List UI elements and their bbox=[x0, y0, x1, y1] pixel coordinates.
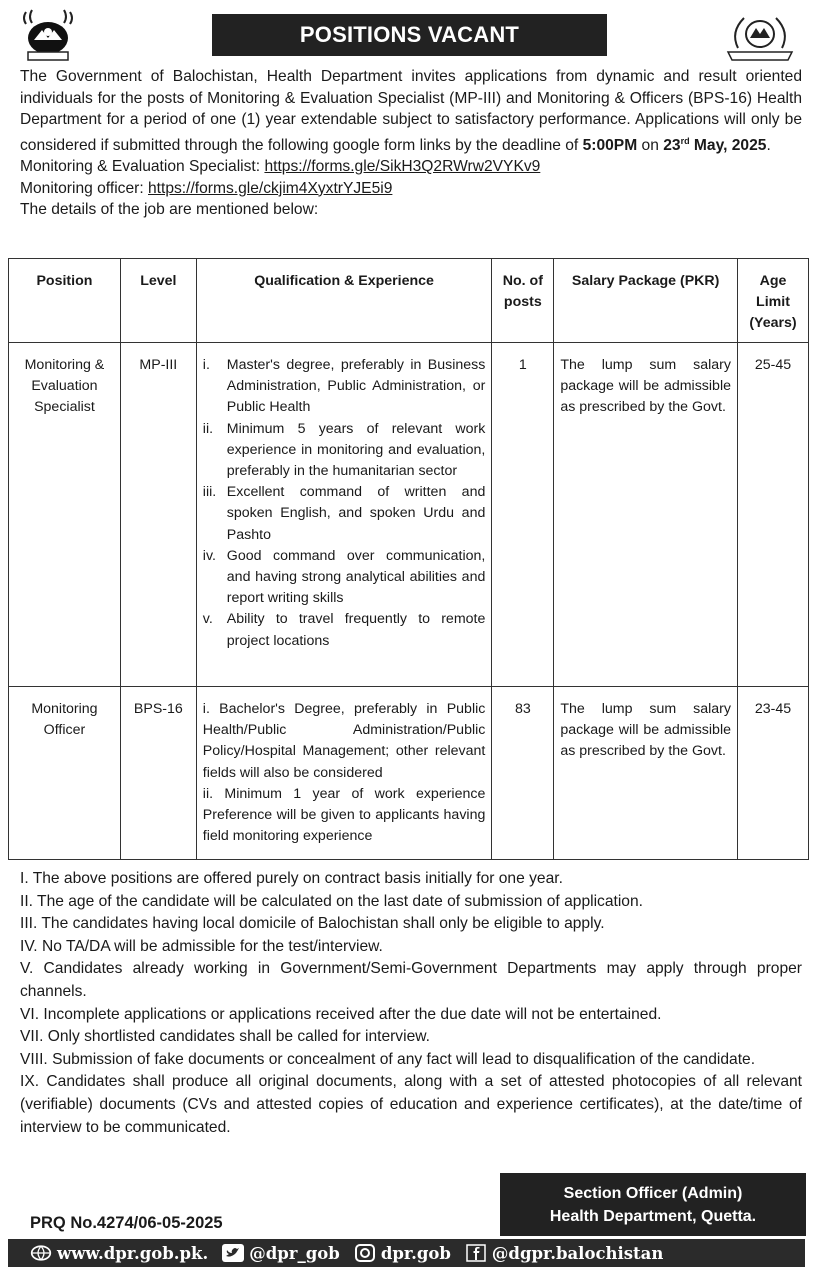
mes-form-link[interactable]: https://forms.gle/SikH3Q2RWrw2VYKv9 bbox=[264, 158, 541, 176]
twitter-handle: @dpr_gob bbox=[249, 1243, 340, 1263]
facebook-handle: @dgpr.balochistan bbox=[491, 1243, 664, 1263]
item-number: i. bbox=[202, 357, 210, 373]
list-item: I. The above positions are offered purely on contract basis initially for one year. bbox=[20, 870, 563, 887]
footer-facebook[interactable] bbox=[465, 1244, 663, 1263]
list-item bbox=[203, 419, 486, 483]
cell-salary: The lump sum salary package will be admissible as prescribed by the Govt. bbox=[554, 687, 738, 860]
footer-website[interactable] bbox=[30, 1244, 208, 1263]
deadline-rest: May, 2025 bbox=[689, 136, 767, 154]
intro-section bbox=[20, 66, 802, 221]
list-item: V. Candidates already working in Government/Semi-Government Departments may apply through proper channels. bbox=[20, 960, 802, 1000]
list-item: IX. Candidates shall produce all original documents, along with a set of attested photocopies of all relevant (verifiable) documents (CVs and attested copies of education and experience certificates), at the date/time of interview to be communicated. bbox=[20, 1073, 802, 1136]
instagram-handle: dpr.gob bbox=[380, 1243, 451, 1263]
deadline-suffix: rd bbox=[680, 135, 690, 146]
intro-paragraph bbox=[20, 66, 802, 156]
cell-position: Monitoring Officer bbox=[9, 687, 121, 860]
item-number: iv. bbox=[202, 547, 216, 564]
deadline-day: 23 bbox=[663, 136, 681, 154]
footer-twitter[interactable] bbox=[222, 1244, 340, 1263]
header bbox=[0, 0, 813, 66]
health-department-seal bbox=[724, 10, 796, 62]
website-text: www.dpr.gob.pk. bbox=[57, 1243, 209, 1263]
item-text: Master's degree, preferably in Business Administration, Public Administration, or Public Health bbox=[226, 357, 486, 416]
details-line: The details of the job are mentioned below: bbox=[20, 201, 319, 219]
header-position: Position bbox=[9, 259, 121, 343]
item-text: Minimum 5 years of relevant work experience in monitoring and evaluation, preferably in the humanitarian sector bbox=[226, 420, 486, 480]
cell-age: 23-45 bbox=[738, 687, 809, 860]
item-text: Good command over communication, and having strong analytical abilities and report writing skills bbox=[226, 547, 486, 607]
item-number: iii. bbox=[202, 484, 217, 501]
prq-number: PRQ No.4274/06-05-2025 bbox=[30, 1214, 223, 1232]
terms-list bbox=[20, 868, 802, 1139]
cell-level: BPS-16 bbox=[120, 687, 196, 860]
item-text: Excellent command of written and spoken English, and spoken Urdu and Pashto bbox=[226, 484, 486, 543]
item-number: ii. bbox=[202, 420, 214, 437]
cell-posts: 83 bbox=[492, 687, 554, 860]
cell-position: Monitoring & Evaluation Specialist bbox=[9, 343, 121, 687]
table-row bbox=[9, 343, 809, 687]
mo-form-line bbox=[20, 178, 802, 200]
header-posts: No. of posts bbox=[492, 259, 554, 343]
deadline-end: . bbox=[766, 136, 771, 154]
qualification-text-2: ii. Minimum 1 year of work experience Preference will be given to applicants having field monitoring experience bbox=[202, 785, 486, 845]
cell-level: MP-III bbox=[120, 343, 196, 687]
deadline-date bbox=[663, 137, 766, 154]
mes-form-label: Monitoring & Evaluation Specialist: bbox=[20, 158, 265, 176]
list-item bbox=[203, 355, 486, 419]
cell-age: 25-45 bbox=[738, 343, 809, 687]
cell-qualification bbox=[196, 343, 492, 687]
footer-social-bar bbox=[8, 1239, 805, 1267]
item-number: v. bbox=[202, 611, 213, 628]
signature-block bbox=[500, 1173, 806, 1236]
table-header-row bbox=[9, 259, 809, 343]
signature-title: Section Officer (Admin) bbox=[563, 1184, 743, 1202]
header-level: Level bbox=[120, 259, 196, 343]
list-item: II. The age of the candidate will be calculated on the last date of submission of application. bbox=[20, 892, 643, 910]
deadline-time: 5:00PM bbox=[582, 136, 638, 154]
header-age: Age Limit (Years) bbox=[738, 259, 809, 343]
instagram-icon bbox=[354, 1244, 376, 1262]
cell-salary: The lump sum salary package will be admissible as prescribed by the Govt. bbox=[554, 343, 738, 687]
mo-form-link[interactable]: https://forms.gle/ckjim4XyxtrYJE5i9 bbox=[148, 179, 393, 197]
list-item: IV. No TA/DA will be admissible for the test/interview. bbox=[20, 937, 383, 955]
qualification-text-1: i. Bachelor's Degree, preferably in Public Health/Public Administration/Public Policy/Hospital Management; other relevant fields will also be considered bbox=[202, 701, 486, 781]
page-title: POSITIONS VACANT bbox=[212, 14, 607, 56]
cell-posts: 1 bbox=[492, 343, 554, 687]
deadline-on: on bbox=[637, 136, 664, 154]
mo-form-label: Monitoring officer: bbox=[20, 179, 148, 197]
table-row bbox=[9, 687, 809, 860]
jobs-table bbox=[8, 258, 809, 860]
list-item: VIII. Submission of fake documents or concealment of any fact will lead to disqualification of the candidate. bbox=[20, 1050, 756, 1068]
item-text: Ability to travel frequently to remote project locations bbox=[226, 611, 486, 649]
header-salary: Salary Package (PKR) bbox=[554, 259, 738, 343]
mes-form-line bbox=[20, 156, 802, 178]
qualification-list bbox=[203, 355, 486, 652]
cell-qualification bbox=[196, 687, 492, 860]
signature-department: Health Department, Quetta. bbox=[549, 1207, 757, 1225]
balochistan-government-logo bbox=[18, 8, 78, 62]
twitter-icon bbox=[222, 1244, 244, 1262]
facebook-icon bbox=[465, 1244, 487, 1262]
list-item bbox=[203, 482, 486, 546]
intro-text: The Government of Balochistan, Health Department invites applications from dynamic and result oriented individuals for the posts of Monitoring & Evaluation Specialist (MP-III) and Monitoring & Officers (BPS-16) Health Department for a period of one (1) year extendable subject to satisfactory performance. Applications will only be considered if submitted through the following google form links by the deadline of bbox=[20, 68, 802, 154]
list-item: VII. Only shortlisted candidates shall be called for interview. bbox=[20, 1028, 430, 1046]
list-item: III. The candidates having local domicile of Balochistan shall only be eligible to apply. bbox=[20, 915, 605, 933]
footer-instagram[interactable] bbox=[354, 1244, 451, 1263]
list-item: VI. Incomplete applications or applications received after the due date will not be entertained. bbox=[20, 1005, 662, 1023]
globe-icon bbox=[30, 1244, 52, 1262]
header-qualification: Qualification & Experience bbox=[196, 259, 492, 343]
list-item bbox=[203, 609, 486, 651]
list-item bbox=[203, 546, 486, 610]
